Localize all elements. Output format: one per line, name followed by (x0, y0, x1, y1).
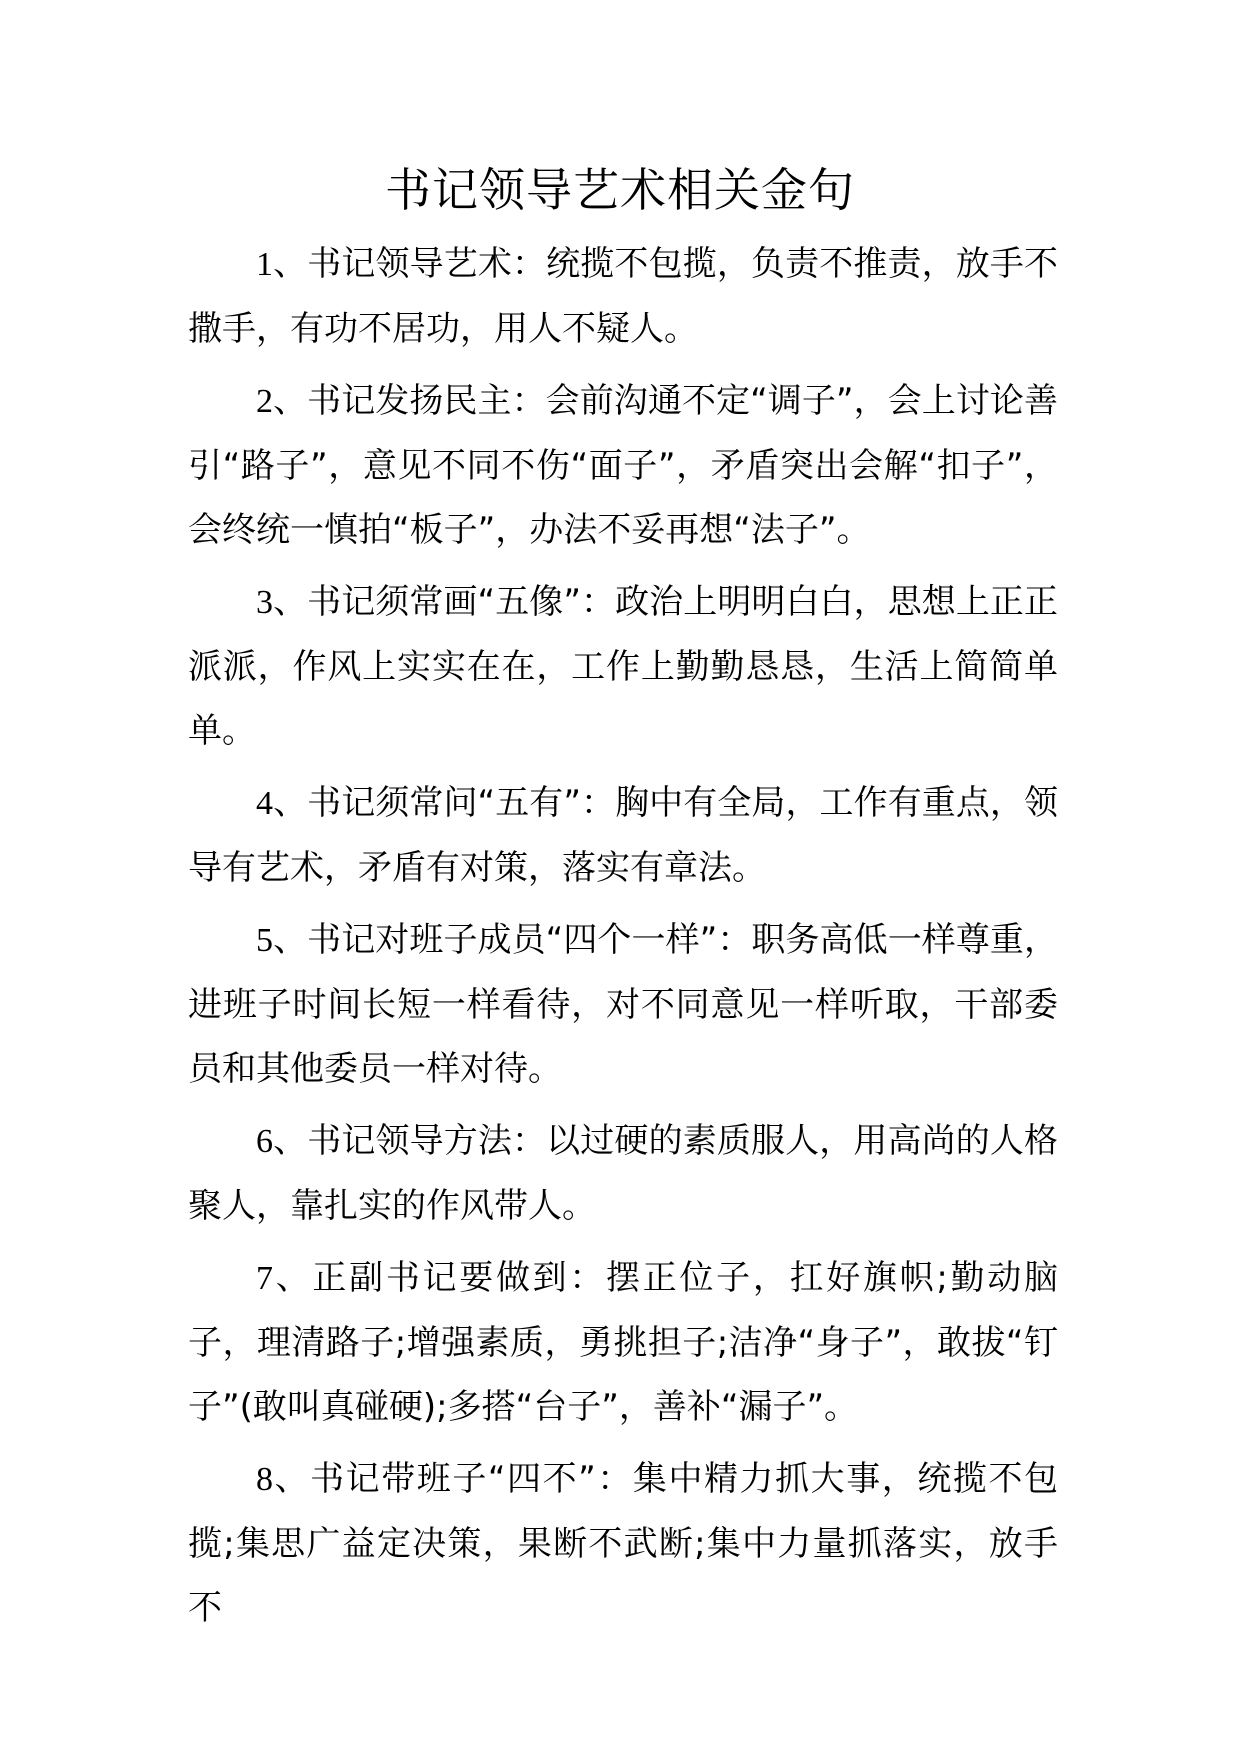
paragraph-number: 3 (256, 584, 273, 621)
paragraph-number: 6 (256, 1123, 273, 1160)
paragraph-2 (188, 369, 1058, 562)
paragraph-6 (188, 1109, 1058, 1238)
paragraph-number: 2 (256, 383, 273, 420)
paragraph-text: 、书记对班子成员“四个一样”：职务高低一样尊重，进班子时间长短一样看待，对不同意见一样听取，干部委员和其他委员一样对待。 (188, 920, 1058, 1089)
paragraph-text: 、正副书记要做到：摆正位子，扛好旗帜;勤动脑子，理清路子;增强素质，勇挑担子;洁净“身子”，敢拔“钉子”(敢叫真碰硬);多搭“台子”，善补“漏子”。 (188, 1258, 1058, 1427)
paragraph-1 (188, 232, 1058, 361)
paragraph-number: 5 (256, 922, 273, 959)
paragraph-text: 、书记领导方法：以过硬的素质服人，用高尚的人格聚人，靠扎实的作风带人。 (188, 1121, 1058, 1226)
paragraph-text: 、书记发扬民主：会前沟通不定“调子”，会上讨论善引“路子”，意见不同不伤“面子”，矛盾突出会解“扣子”，会终统一慎拍“板子”，办法不妥再想“法子”。 (188, 381, 1058, 550)
paragraph-8 (188, 1447, 1058, 1640)
document-title: 书记领导艺术相关金句 (385, 163, 855, 217)
paragraph-text: 、书记须常问“五有”：胸中有全局，工作有重点，领导有艺术，矛盾有对策，落实有章法。 (188, 783, 1058, 888)
paragraph-5 (188, 908, 1058, 1101)
paragraph-4 (188, 771, 1058, 900)
paragraph-text: 、书记带班子“四不”：集中精力抓大事，统揽不包揽;集思广益定决策，果断不武断;集中力量抓落实，放手不 (188, 1459, 1058, 1628)
paragraph-number: 8 (256, 1461, 273, 1498)
paragraph-text: 、书记领导艺术：统揽不包揽，负责不推责，放手不撒手，有功不居功，用人不疑人。 (188, 244, 1058, 349)
paragraph-7 (188, 1246, 1058, 1439)
paragraph-number: 7 (256, 1260, 273, 1297)
paragraph-number: 4 (256, 785, 273, 822)
paragraph-text: 、书记须常画“五像”：政治上明明白白，思想上正正派派，作风上实实在在，工作上勤勤恳恳，生活上简简单单。 (188, 582, 1058, 751)
document-body (188, 232, 1058, 1648)
paragraph-number: 1 (256, 246, 273, 283)
paragraph-3 (188, 570, 1058, 763)
